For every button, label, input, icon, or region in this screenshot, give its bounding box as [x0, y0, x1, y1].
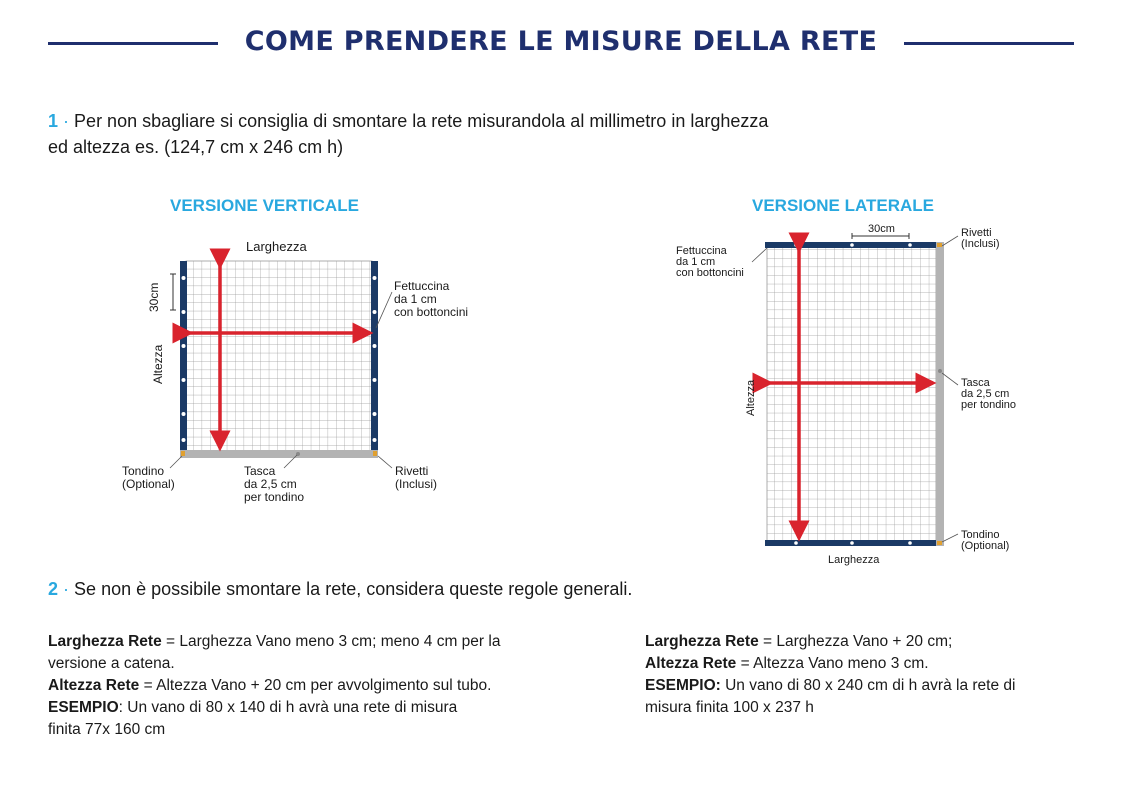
step-1-line2: ed altezza es. (124,7 cm x 246 cm h): [48, 137, 344, 157]
lateral-spacing-label: 30cm: [868, 223, 895, 235]
vertical-net-diagram: [170, 261, 392, 468]
vertical-pocket-label: [244, 465, 304, 504]
vertical-ribbon-label: [394, 280, 468, 319]
rules-left-width-value: = Larghezza Vano meno 3 cm; meno 4 cm per la: [161, 633, 501, 650]
lateral-pocket-line3: per tondino: [961, 399, 1017, 411]
lateral-pocket-line1: Tasca: [961, 377, 990, 389]
lateral-pocket-label: [961, 378, 1016, 411]
vertical-rivets-label: [395, 465, 437, 491]
vertical-ribbon-line2: da 1 cm: [394, 292, 437, 306]
step-2-separator: ·: [63, 579, 70, 599]
lateral-pocket-line2: da 2,5 cm: [961, 388, 1010, 400]
vertical-rod-line2: (Optional): [122, 477, 175, 491]
lateral-version-title: VERSIONE LATERALE: [752, 196, 934, 215]
lateral-ribbon-label: [676, 246, 744, 279]
rules-left: [48, 631, 628, 741]
lateral-rod-line1: Tondino: [961, 529, 1000, 541]
lateral-rod-end-bottom: [937, 541, 942, 545]
lateral-net-diagram: [752, 233, 958, 546]
lateral-rod-label: [961, 530, 1009, 552]
step-1-line1: Per non sbagliare si consiglia di smontare la rete misurandola al millimetro in larghezza: [74, 111, 769, 131]
rules-right-width-value: = Larghezza Vano + 20 cm;: [758, 633, 953, 650]
vertical-net-mesh: [186, 261, 372, 451]
rules-left-width-key: Larghezza Rete: [48, 633, 162, 650]
lateral-net-mesh: [767, 246, 936, 543]
rules-right-example-value: Un vano di 80 x 240 cm di h avrà la rete di: [720, 677, 1016, 694]
vertical-height-label: Altezza: [151, 344, 165, 384]
rules-right-height-value: = Altezza Vano meno 3 cm.: [736, 655, 929, 672]
step-1-number: 1: [48, 111, 59, 131]
lateral-pocket: [936, 242, 944, 546]
vertical-rod-end-left: [181, 451, 185, 456]
lateral-rivets-label: [961, 228, 1000, 250]
step-2: [48, 576, 632, 602]
rules-left-example-key: ESEMPIO: [48, 699, 119, 716]
vertical-right-ribbon: [371, 261, 378, 452]
step-2-text: Se non è possibile smontare la rete, considera queste regole generali.: [74, 579, 633, 599]
lateral-ribbon-line3: con bottoncini: [676, 267, 744, 279]
step-2-number: 2: [48, 579, 59, 599]
lateral-rod-end-top: [937, 243, 942, 247]
vertical-pocket-line3: per tondino: [244, 490, 305, 504]
step-1-separator: ·: [63, 111, 70, 131]
lateral-rivets-line1: Rivetti: [961, 227, 992, 239]
lateral-rod-line2: (Optional): [961, 540, 1010, 552]
rules-right: [645, 631, 1105, 719]
rules-right-width-key: Larghezza Rete: [645, 633, 759, 650]
vertical-ribbon-line1: Fettuccina: [394, 279, 450, 293]
vertical-ribbon-line3: con bottoncini: [394, 305, 469, 319]
vertical-pocket-line2: da 2,5 cm: [244, 477, 297, 491]
lateral-ribbon-line2: da 1 cm: [676, 256, 716, 268]
rules-left-width-value2: versione a catena.: [48, 655, 175, 672]
vertical-spacing-bracket: [170, 274, 176, 310]
vertical-width-label: Larghezza: [246, 239, 307, 254]
lateral-height-label: Altezza: [745, 379, 757, 416]
rules-right-example-key: ESEMPIO:: [645, 677, 721, 694]
vertical-pocket-line1: Tasca: [244, 464, 276, 478]
vertical-spacing-label: 30cm: [147, 282, 161, 312]
rules-left-height-value: = Altezza Vano + 20 cm per avvolgimento sul tubo.: [139, 677, 492, 694]
vertical-version-title: VERSIONE VERTICALE: [170, 196, 359, 215]
vertical-rivets-line2: (Inclusi): [395, 477, 438, 491]
vertical-left-ribbon: [180, 261, 187, 452]
vertical-rod-end-right: [373, 451, 377, 456]
rules-left-example-value2: finita 77x 160 cm: [48, 721, 166, 738]
rules-left-height-key: Altezza Rete: [48, 677, 140, 694]
vertical-rod-line1: Tondino: [122, 464, 165, 478]
vertical-rod-label: [122, 465, 175, 491]
page-title-text: COME PRENDERE LE MISURE DELLA RETE: [231, 26, 891, 57]
lateral-rivets-line2: (Inclusi): [961, 238, 1000, 250]
lateral-ribbon-line1: Fettuccina: [676, 245, 727, 257]
vertical-pocket: [180, 450, 378, 458]
lateral-width-label: Larghezza: [828, 554, 880, 566]
rules-left-example-value: : Un vano di 80 x 140 di h avrà una rete di misura: [118, 699, 458, 716]
rules-right-height-key: Altezza Rete: [645, 655, 737, 672]
rules-right-example-value2: misura finita 100 x 237 h: [645, 699, 814, 716]
vertical-rivets-line1: Rivetti: [395, 464, 429, 478]
